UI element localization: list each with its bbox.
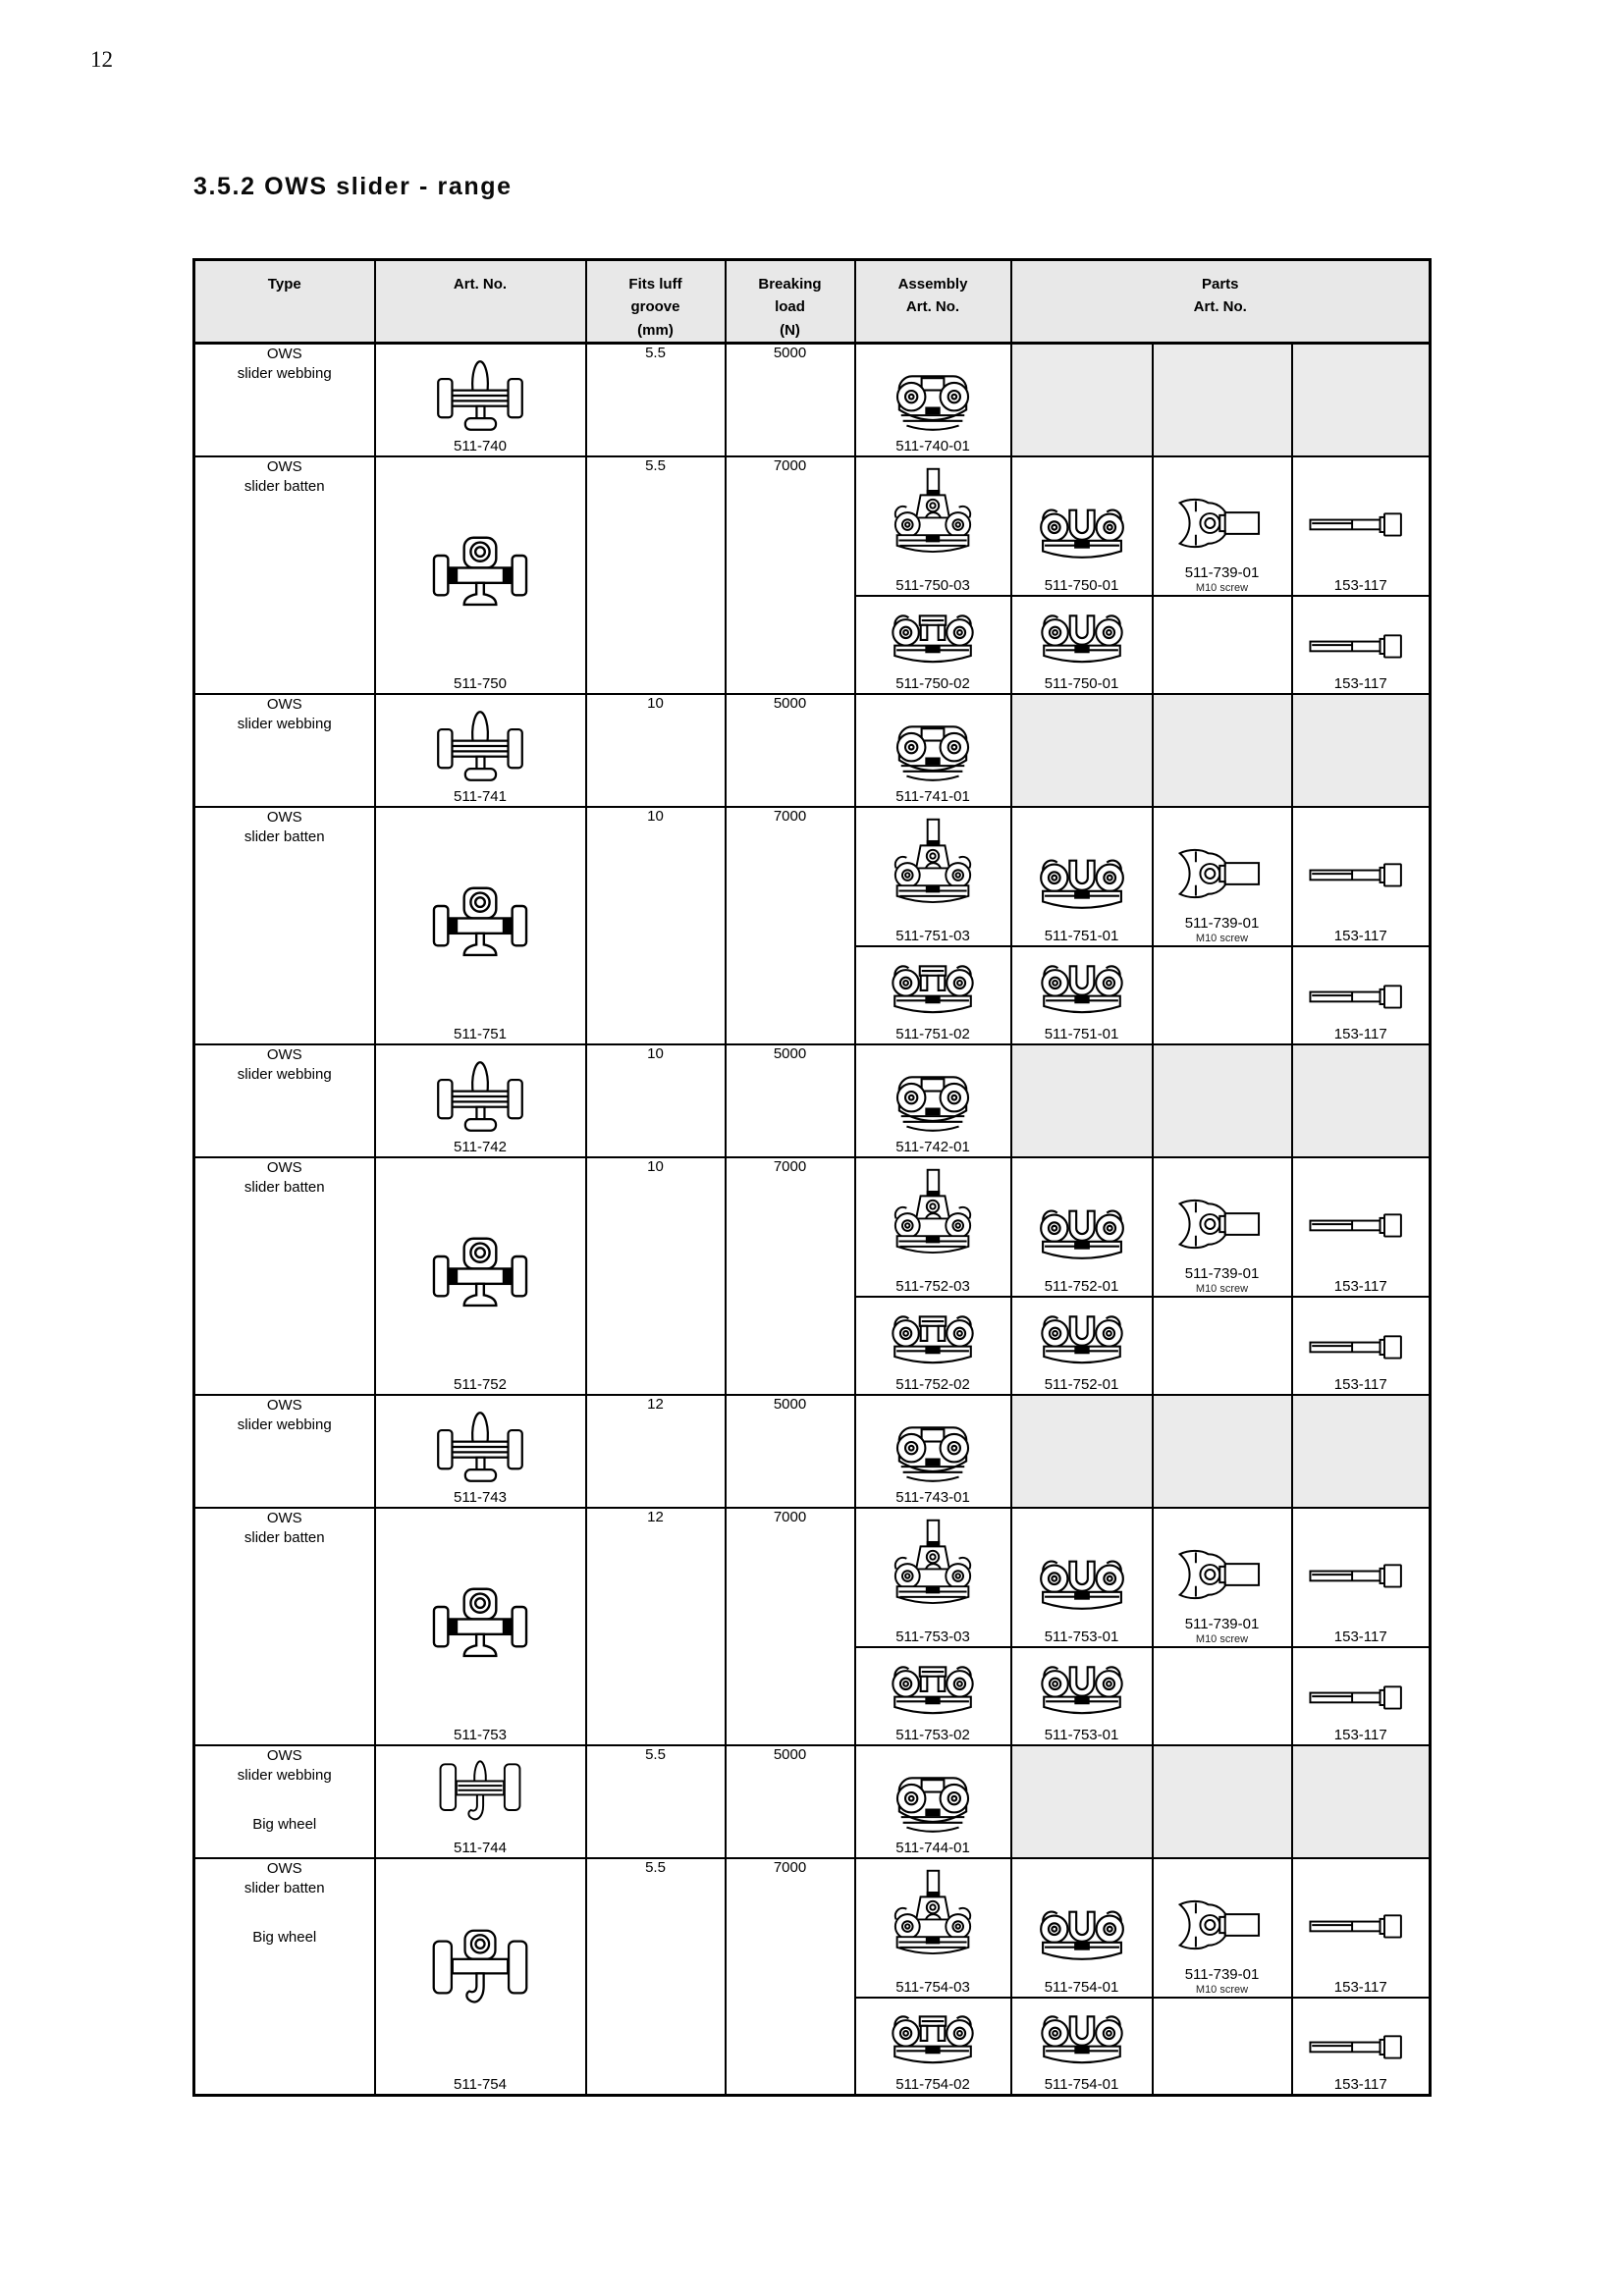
part-art-no: 511-751-01 xyxy=(1044,1025,1119,1042)
luff-groove-cell: 12 xyxy=(586,1508,726,1745)
assembly-cell xyxy=(855,344,1011,456)
luff-groove-cell: 10 xyxy=(586,1157,726,1395)
slider-body-part-drawing xyxy=(1035,2005,1129,2074)
art-no: 511-742 xyxy=(454,1138,507,1155)
breaking-load-cell: 5000 xyxy=(726,694,855,807)
col-header-assembly xyxy=(855,260,1011,344)
page-number: 12 xyxy=(90,47,113,72)
empty-parts-cell xyxy=(1011,1745,1153,1858)
assembly-art-no: 511-752-02 xyxy=(895,1375,970,1393)
type-line: slider webbing xyxy=(237,1415,332,1433)
empty-parts-cell xyxy=(1153,1745,1292,1858)
luff-groove-cell: 5.5 xyxy=(586,1858,726,2096)
parts-cell xyxy=(1011,1508,1153,1647)
slider-body-part-drawing xyxy=(1035,1306,1129,1374)
type-line: slider batten xyxy=(244,1879,325,1896)
part-note: M10 screw xyxy=(1195,1983,1249,1996)
breaking-load-cell: 7000 xyxy=(726,1858,855,2096)
assembly-art-no: 511-743-01 xyxy=(895,1488,970,1506)
assembly-batten-stick-drawing xyxy=(888,818,978,926)
empty-parts-cell xyxy=(1292,344,1431,456)
assembly-batten-drawing xyxy=(886,1656,980,1725)
col-header-breaking-load xyxy=(726,260,855,344)
type-line: slider batten xyxy=(244,477,325,495)
part-art-no: 511-754-01 xyxy=(1044,2076,1119,2093)
parts-cell xyxy=(1011,1998,1153,2096)
type-line: OWS xyxy=(266,808,302,826)
slider-range-table xyxy=(192,258,1432,2097)
header-line: Assembly xyxy=(897,276,968,293)
col-header-parts xyxy=(1011,260,1431,344)
header-line: (mm) xyxy=(637,321,674,339)
breaking-load-cell: 5000 xyxy=(726,1395,855,1508)
type-cell xyxy=(194,1858,375,2096)
part-art-no: 511-752-01 xyxy=(1044,1277,1119,1295)
art-no-cell xyxy=(375,1858,586,2096)
art-no: 511-741 xyxy=(454,787,507,805)
art-no-cell xyxy=(375,1157,586,1395)
slider-batten-side-drawing xyxy=(428,1233,532,1327)
slider-body-part-drawing xyxy=(1034,1550,1130,1621)
type-line: OWS xyxy=(266,1396,302,1414)
assembly-cell xyxy=(855,1157,1011,1297)
slider-body-part-drawing xyxy=(1035,605,1129,673)
empty-parts-cell xyxy=(1011,1395,1153,1508)
part-art-no: 511-739-01 xyxy=(1184,563,1260,581)
toggle-fork-drawing xyxy=(1165,846,1279,901)
part-art-no: 511-750-01 xyxy=(1044,576,1119,594)
empty-parts-cell xyxy=(1153,1395,1292,1508)
table-row xyxy=(194,1395,1431,1508)
type-line: OWS xyxy=(266,346,302,362)
assembly-batten-drawing xyxy=(886,1306,980,1374)
toggle-fork-drawing xyxy=(1165,1197,1279,1252)
assembly-batten-drawing xyxy=(886,605,980,673)
assembly-cell xyxy=(855,807,1011,946)
parts-cell xyxy=(1153,456,1292,596)
parts-cell xyxy=(1292,1297,1431,1395)
parts-cell xyxy=(1292,1998,1431,2096)
parts-cell xyxy=(1292,946,1431,1044)
part-art-no: 511-739-01 xyxy=(1184,1965,1260,1983)
part-art-no: 153-117 xyxy=(1333,1277,1387,1295)
assembly-art-no: 511-750-02 xyxy=(895,674,970,692)
type-line: OWS xyxy=(266,1158,302,1176)
section-heading: 3.5.2 OWS slider - range xyxy=(193,173,513,200)
toggle-fork-drawing xyxy=(1165,1547,1279,1602)
part-note: M10 screw xyxy=(1195,932,1249,944)
part-art-no: 153-117 xyxy=(1333,1978,1387,1996)
empty-parts-cell xyxy=(1292,1745,1431,1858)
table-row xyxy=(194,344,1431,456)
empty-parts-cell xyxy=(1011,344,1153,456)
slider-body-part-drawing xyxy=(1035,1656,1129,1725)
header-line: Art. No. xyxy=(905,298,960,316)
table-row xyxy=(194,1745,1431,1858)
art-no-cell xyxy=(375,1745,586,1858)
art-no: 511-744 xyxy=(454,1839,507,1856)
toggle-fork-drawing xyxy=(1165,1897,1279,1952)
type-cell xyxy=(194,456,375,694)
part-art-no: 511-750-01 xyxy=(1044,674,1119,692)
col-header-luff-groove xyxy=(586,260,726,344)
assembly-batten-stick-drawing xyxy=(888,1869,978,1977)
parts-cell xyxy=(1292,1858,1431,1998)
assembly-cell xyxy=(855,1395,1011,1508)
parts-cell xyxy=(1292,1157,1431,1297)
breaking-load-cell: 7000 xyxy=(726,807,855,1044)
part-art-no: 511-753-01 xyxy=(1044,1628,1119,1645)
slider-batten-side-drawing xyxy=(428,532,532,626)
assembly-webbing-drawing xyxy=(886,1765,980,1838)
art-no: 511-740 xyxy=(454,437,507,454)
table-row xyxy=(194,1044,1431,1157)
parts-cell xyxy=(1011,946,1153,1044)
parts-cell xyxy=(1292,1647,1431,1745)
art-no-cell xyxy=(375,344,586,456)
assembly-cell xyxy=(855,596,1011,694)
parts-cell xyxy=(1153,807,1292,946)
type-line: OWS xyxy=(266,695,302,713)
type-line: slider batten xyxy=(244,1528,325,1546)
part-art-no: 153-117 xyxy=(1333,927,1387,944)
assembly-webbing-drawing xyxy=(886,363,980,436)
table-row xyxy=(194,456,1431,596)
assembly-webbing-drawing xyxy=(886,714,980,786)
part-art-no: 153-117 xyxy=(1333,576,1387,594)
slider-batten-side-drawing xyxy=(428,1583,532,1678)
assembly-cell xyxy=(855,946,1011,1044)
empty-parts-cell xyxy=(1011,1044,1153,1157)
type-cell xyxy=(194,1157,375,1395)
empty-parts-cell xyxy=(1153,344,1292,456)
screw-drawing xyxy=(1304,508,1418,540)
parts-cell xyxy=(1011,1647,1153,1745)
art-no-cell xyxy=(375,456,586,694)
screw-drawing xyxy=(1304,1910,1418,1942)
parts-cell xyxy=(1011,807,1153,946)
breaking-load-cell: 5000 xyxy=(726,344,855,456)
screw-drawing xyxy=(1304,981,1418,1012)
header-line: groove xyxy=(630,298,680,316)
part-art-no: 511-739-01 xyxy=(1184,914,1260,932)
art-no-cell xyxy=(375,694,586,807)
toggle-fork-drawing xyxy=(1165,496,1279,551)
type-line: slider webbing xyxy=(237,1766,332,1784)
assembly-batten-stick-drawing xyxy=(888,1519,978,1627)
luff-groove-cell: 10 xyxy=(586,1044,726,1157)
type-cell xyxy=(194,344,375,456)
slider-webbing-bigwheel-drawing xyxy=(437,1755,523,1838)
screw-drawing xyxy=(1304,630,1418,662)
assembly-batten-drawing xyxy=(886,955,980,1024)
assembly-art-no: 511-752-03 xyxy=(895,1277,970,1295)
assembly-art-no: 511-754-02 xyxy=(895,2076,970,2093)
type-line: slider batten xyxy=(244,1178,325,1196)
assembly-art-no: 511-740-01 xyxy=(895,437,970,454)
assembly-art-no: 511-741-01 xyxy=(895,787,970,805)
art-no-cell xyxy=(375,1508,586,1745)
empty-cell xyxy=(1153,946,1292,1044)
part-note: M10 screw xyxy=(1195,581,1249,594)
empty-parts-cell xyxy=(1292,1044,1431,1157)
parts-cell xyxy=(1011,1297,1153,1395)
part-note: M10 screw xyxy=(1195,1282,1249,1295)
type-line: slider webbing xyxy=(237,365,332,382)
assembly-cell xyxy=(855,1297,1011,1395)
assembly-webbing-drawing xyxy=(886,1415,980,1487)
parts-cell xyxy=(1292,596,1431,694)
parts-cell xyxy=(1153,1858,1292,1998)
type-line: OWS xyxy=(266,1045,302,1063)
slider-webbing-side-drawing xyxy=(429,355,531,436)
type-cell xyxy=(194,1044,375,1157)
slider-range-table-wrap xyxy=(192,258,1432,2097)
parts-cell xyxy=(1292,807,1431,946)
type-line: OWS xyxy=(266,1859,302,1877)
assembly-cell xyxy=(855,1647,1011,1745)
breaking-load-cell: 7000 xyxy=(726,1508,855,1745)
empty-parts-cell xyxy=(1292,694,1431,807)
luff-groove-cell: 12 xyxy=(586,1395,726,1508)
slider-batten-bigwheel-drawing xyxy=(431,1927,529,2027)
art-no: 511-754 xyxy=(454,2076,507,2093)
assembly-cell xyxy=(855,694,1011,807)
table-row xyxy=(194,694,1431,807)
assembly-art-no: 511-750-03 xyxy=(895,576,970,594)
parts-cell xyxy=(1153,1508,1292,1647)
slider-webbing-side-drawing xyxy=(429,1407,531,1487)
slider-body-part-drawing xyxy=(1034,1900,1130,1971)
assembly-art-no: 511-753-02 xyxy=(895,1726,970,1743)
screw-drawing xyxy=(1304,1331,1418,1362)
type-line: slider webbing xyxy=(237,1065,332,1083)
parts-cell xyxy=(1011,1157,1153,1297)
art-no: 511-753 xyxy=(454,1726,507,1743)
luff-groove-cell: 5.5 xyxy=(586,456,726,694)
slider-batten-side-drawing xyxy=(428,882,532,977)
assembly-cell xyxy=(855,1998,1011,2096)
part-art-no: 153-117 xyxy=(1333,2076,1387,2093)
breaking-load-cell: 7000 xyxy=(726,456,855,694)
parts-cell xyxy=(1011,1858,1153,1998)
luff-groove-cell: 10 xyxy=(586,694,726,807)
art-no: 511-752 xyxy=(454,1375,507,1393)
screw-drawing xyxy=(1304,1682,1418,1713)
type-line: OWS xyxy=(266,1746,302,1764)
art-no-cell xyxy=(375,1044,586,1157)
header-line: load xyxy=(775,298,805,316)
assembly-batten-stick-drawing xyxy=(888,1168,978,1276)
screw-drawing xyxy=(1304,1209,1418,1241)
type-cell xyxy=(194,1508,375,1745)
assembly-art-no: 511-754-03 xyxy=(895,1978,970,1996)
assembly-cell xyxy=(855,456,1011,596)
table-header-row xyxy=(194,260,1431,344)
type-cell xyxy=(194,1745,375,1858)
type-line: OWS xyxy=(266,1509,302,1526)
part-art-no: 511-739-01 xyxy=(1184,1264,1260,1282)
assembly-cell xyxy=(855,1745,1011,1858)
slider-webbing-side-drawing xyxy=(429,1056,531,1137)
parts-cell xyxy=(1011,596,1153,694)
part-art-no: 511-751-01 xyxy=(1044,927,1119,944)
header-line: Parts xyxy=(1201,276,1239,293)
breaking-load-cell: 5000 xyxy=(726,1044,855,1157)
table-row xyxy=(194,1858,1431,1998)
type-cell xyxy=(194,807,375,1044)
header-line: (N) xyxy=(780,321,800,339)
type-note: Big wheel xyxy=(252,1815,317,1833)
assembly-art-no: 511-753-03 xyxy=(895,1628,970,1645)
table-row xyxy=(194,807,1431,946)
assembly-art-no: 511-751-03 xyxy=(895,927,970,944)
table-row xyxy=(194,1508,1431,1647)
part-note: M10 screw xyxy=(1195,1632,1249,1645)
empty-cell xyxy=(1153,596,1292,694)
type-line: OWS xyxy=(266,457,302,475)
parts-cell xyxy=(1011,456,1153,596)
header-line: Fits luff xyxy=(628,276,682,293)
parts-cell xyxy=(1153,1157,1292,1297)
slider-body-part-drawing xyxy=(1035,955,1129,1024)
art-no: 511-743 xyxy=(454,1488,507,1506)
type-cell xyxy=(194,1395,375,1508)
parts-cell xyxy=(1292,456,1431,596)
assembly-art-no: 511-742-01 xyxy=(895,1138,970,1155)
breaking-load-cell: 7000 xyxy=(726,1157,855,1395)
luff-groove-cell: 5.5 xyxy=(586,1745,726,1858)
empty-parts-cell xyxy=(1153,694,1292,807)
part-art-no: 511-753-01 xyxy=(1044,1726,1119,1743)
empty-cell xyxy=(1153,1998,1292,2096)
assembly-batten-stick-drawing xyxy=(888,467,978,575)
breaking-load-cell: 5000 xyxy=(726,1745,855,1858)
type-line: slider batten xyxy=(244,828,325,845)
parts-cell xyxy=(1292,1508,1431,1647)
screw-drawing xyxy=(1304,2031,1418,2062)
part-art-no: 511-754-01 xyxy=(1044,1978,1119,1996)
assembly-art-no: 511-744-01 xyxy=(895,1839,970,1856)
type-note: Big wheel xyxy=(252,1928,317,1946)
luff-groove-cell: 10 xyxy=(586,807,726,1044)
slider-body-part-drawing xyxy=(1034,499,1130,569)
col-header-type: Type xyxy=(194,260,375,344)
screw-drawing xyxy=(1304,859,1418,890)
part-art-no: 153-117 xyxy=(1333,674,1387,692)
assembly-art-no: 511-751-02 xyxy=(895,1025,970,1042)
type-line: slider webbing xyxy=(237,715,332,732)
assembly-cell xyxy=(855,1508,1011,1647)
empty-cell xyxy=(1153,1647,1292,1745)
empty-cell xyxy=(1153,1297,1292,1395)
art-no-cell xyxy=(375,1395,586,1508)
assembly-webbing-drawing xyxy=(886,1064,980,1137)
part-art-no: 153-117 xyxy=(1333,1025,1387,1042)
assembly-batten-drawing xyxy=(886,2005,980,2074)
table-row xyxy=(194,1157,1431,1297)
slider-webbing-side-drawing xyxy=(429,706,531,786)
empty-parts-cell xyxy=(1153,1044,1292,1157)
header-line: Art. No. xyxy=(1193,298,1247,316)
assembly-cell xyxy=(855,1044,1011,1157)
assembly-cell xyxy=(855,1858,1011,1998)
header-line: Breaking xyxy=(758,276,822,293)
part-art-no: 153-117 xyxy=(1333,1628,1387,1645)
slider-body-part-drawing xyxy=(1034,849,1130,920)
empty-parts-cell xyxy=(1011,694,1153,807)
part-art-no: 153-117 xyxy=(1333,1726,1387,1743)
part-art-no: 511-739-01 xyxy=(1184,1615,1260,1632)
empty-parts-cell xyxy=(1292,1395,1431,1508)
type-cell xyxy=(194,694,375,807)
slider-body-part-drawing xyxy=(1034,1200,1130,1270)
part-art-no: 153-117 xyxy=(1333,1375,1387,1393)
col-header-art-no: Art. No. xyxy=(375,260,586,344)
luff-groove-cell: 5.5 xyxy=(586,344,726,456)
art-no: 511-750 xyxy=(454,674,507,692)
part-art-no: 511-752-01 xyxy=(1044,1375,1119,1393)
art-no: 511-751 xyxy=(454,1025,507,1042)
screw-drawing xyxy=(1304,1560,1418,1591)
art-no-cell xyxy=(375,807,586,1044)
